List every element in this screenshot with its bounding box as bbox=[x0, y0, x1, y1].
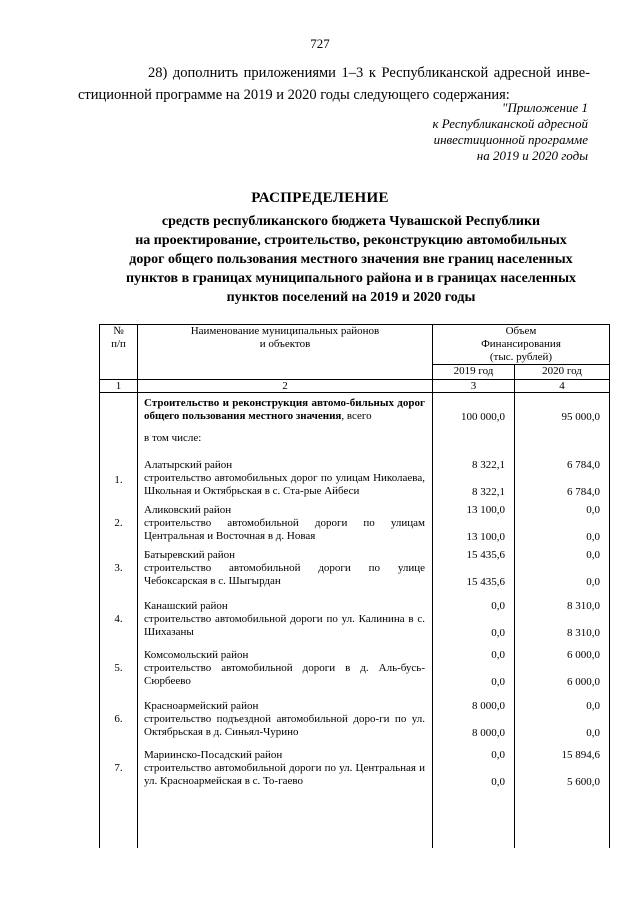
object-row bbox=[100, 613, 610, 639]
document-subtitle bbox=[100, 212, 602, 307]
header-funding: Объем Финансирования (тыс. рублей) bbox=[433, 325, 610, 365]
row-number: 4. bbox=[100, 613, 138, 639]
object-sum-2020: 8 310,0 bbox=[515, 613, 610, 639]
object-sum-2019: 0,0 bbox=[433, 613, 515, 639]
district-sum-2019: 13 100,0 bbox=[433, 504, 515, 517]
object-sum-2019: 0,0 bbox=[433, 662, 515, 688]
district-sum-2020: 8 310,0 bbox=[515, 600, 610, 613]
subtitle-line: на проектирование, строительство, реконструкцию автомобильных bbox=[135, 233, 567, 248]
object-description: строительство автомобильной дороги по ул. Калинина в с. Шихазаны bbox=[138, 613, 433, 639]
district-name: Красноармейский район bbox=[138, 700, 433, 713]
object-sum-2019: 8 322,1 bbox=[433, 472, 515, 498]
object-row bbox=[100, 517, 610, 543]
district-sum-2020: 0,0 bbox=[515, 504, 610, 517]
district-row bbox=[100, 749, 610, 762]
total-label: Строительство и реконструкция автомо-бильных дорог общего пользования местного значения bbox=[144, 397, 425, 422]
subtitle-line: пунктов в границах муниципального района и в границах населенных bbox=[125, 271, 577, 286]
object-row bbox=[100, 472, 610, 498]
row-number: 5. bbox=[100, 662, 138, 688]
district-name: Аликовский район bbox=[138, 504, 433, 517]
district-row bbox=[100, 459, 610, 472]
object-sum-2019: 13 100,0 bbox=[433, 517, 515, 543]
subtitle-line: пунктов поселений на 2019 и 2020 годы bbox=[226, 290, 476, 305]
total-2019: 100 000,0 bbox=[433, 393, 515, 424]
district-name: Комсомольский район bbox=[138, 649, 433, 662]
object-sum-2019: 0,0 bbox=[433, 762, 515, 788]
object-description: строительство автомобильной дороги в д. Аль-бусь-Сюрбеево bbox=[138, 662, 433, 688]
object-description: строительство автомобильных дорог по улицам Николаева, Школьная и Октябрьская в с. Ста-рые Айбеси bbox=[138, 472, 433, 498]
district-sum-2019: 0,0 bbox=[433, 600, 515, 613]
district-sum-2019: 8 322,1 bbox=[433, 459, 515, 472]
header-year-2019: 2019 год bbox=[433, 365, 515, 380]
object-sum-2020: 0,0 bbox=[515, 713, 610, 739]
row-number: 1. bbox=[100, 472, 138, 498]
column-number: 3 bbox=[433, 380, 515, 393]
district-name: Мариинско-Посадский район bbox=[138, 749, 433, 762]
district-sum-2019: 0,0 bbox=[433, 649, 515, 662]
district-sum-2020: 0,0 bbox=[515, 700, 610, 713]
object-description: строительство подъездной автомобильной доро-ги по ул. Октябрьская в д. Синьял-Чурино bbox=[138, 713, 433, 739]
column-number: 2 bbox=[138, 380, 433, 393]
column-number: 4 bbox=[515, 380, 610, 393]
intro-line-1: 28) дополнить приложениями 1–3 к Республиканской адресной инве- bbox=[148, 65, 590, 81]
district-sum-2019: 15 435,6 bbox=[433, 549, 515, 562]
district-sum-2020: 6 784,0 bbox=[515, 459, 610, 472]
object-description: строительство автомобильной дороги по улице Чебоксарская в с. Шыгырдан bbox=[138, 562, 433, 588]
district-sum-2020: 15 894,6 bbox=[515, 749, 610, 762]
intro-line-2: стиционной программе на 2019 и 2020 годы следующего содержания: bbox=[78, 87, 510, 103]
district-row bbox=[100, 700, 610, 713]
object-row bbox=[100, 713, 610, 739]
object-description: строительство автомобильной дороги по улицам Центральная и Восточная в д. Новая bbox=[138, 517, 433, 543]
row-number: 6. bbox=[100, 713, 138, 739]
subtitle-line: дорог общего пользования местного значения вне границ населенных bbox=[129, 252, 573, 267]
subtitle-line: средств республиканского бюджета Чувашской Республики bbox=[161, 214, 541, 229]
funding-table bbox=[99, 324, 610, 848]
appendix-reference bbox=[432, 100, 588, 164]
district-name: Батыревский район bbox=[138, 549, 433, 562]
district-name: Канашский район bbox=[138, 600, 433, 613]
object-sum-2020: 6 000,0 bbox=[515, 662, 610, 688]
header-year-2020: 2020 год bbox=[515, 365, 610, 380]
district-sum-2019: 8 000,0 bbox=[433, 700, 515, 713]
object-row bbox=[100, 562, 610, 588]
object-row bbox=[100, 662, 610, 688]
row-number: 2. bbox=[100, 517, 138, 543]
appendix-line: на 2019 и 2020 годы bbox=[476, 148, 588, 163]
district-row bbox=[100, 549, 610, 562]
district-row bbox=[100, 600, 610, 613]
appendix-line: "Приложение 1 bbox=[501, 100, 588, 115]
object-sum-2019: 8 000,0 bbox=[433, 713, 515, 739]
district-row bbox=[100, 649, 610, 662]
total-2020: 95 000,0 bbox=[515, 393, 610, 424]
appendix-line: инвестиционной программе bbox=[433, 132, 588, 147]
object-row bbox=[100, 762, 610, 788]
row-number: 7. bbox=[100, 762, 138, 788]
object-sum-2019: 15 435,6 bbox=[433, 562, 515, 588]
page-number: 727 bbox=[310, 36, 330, 51]
district-name: Алатырский район bbox=[138, 459, 433, 472]
header-number: № п/п bbox=[100, 325, 138, 380]
object-sum-2020: 5 600,0 bbox=[515, 762, 610, 788]
district-sum-2020: 6 000,0 bbox=[515, 649, 610, 662]
header-name: Наименование муниципальных районов и объектов bbox=[138, 325, 433, 380]
district-sum-2020: 0,0 bbox=[515, 549, 610, 562]
district-row bbox=[100, 504, 610, 517]
object-sum-2020: 0,0 bbox=[515, 562, 610, 588]
total-row bbox=[100, 393, 610, 424]
including-label: в том числе: bbox=[138, 423, 433, 459]
row-number: 3. bbox=[100, 562, 138, 588]
total-label-suffix: , всего bbox=[341, 410, 372, 422]
document-title: РАСПРЕДЕЛЕНИЕ bbox=[251, 190, 389, 206]
object-sum-2020: 6 784,0 bbox=[515, 472, 610, 498]
district-sum-2019: 0,0 bbox=[433, 749, 515, 762]
object-description: строительство автомобильной дороги по ул. Центральная и ул. Красноармейская в с. То-гаево bbox=[138, 762, 433, 788]
column-number: 1 bbox=[100, 380, 138, 393]
column-numbers-row bbox=[100, 380, 610, 393]
object-sum-2020: 0,0 bbox=[515, 517, 610, 543]
appendix-line: к Республиканской адресной bbox=[432, 116, 588, 131]
